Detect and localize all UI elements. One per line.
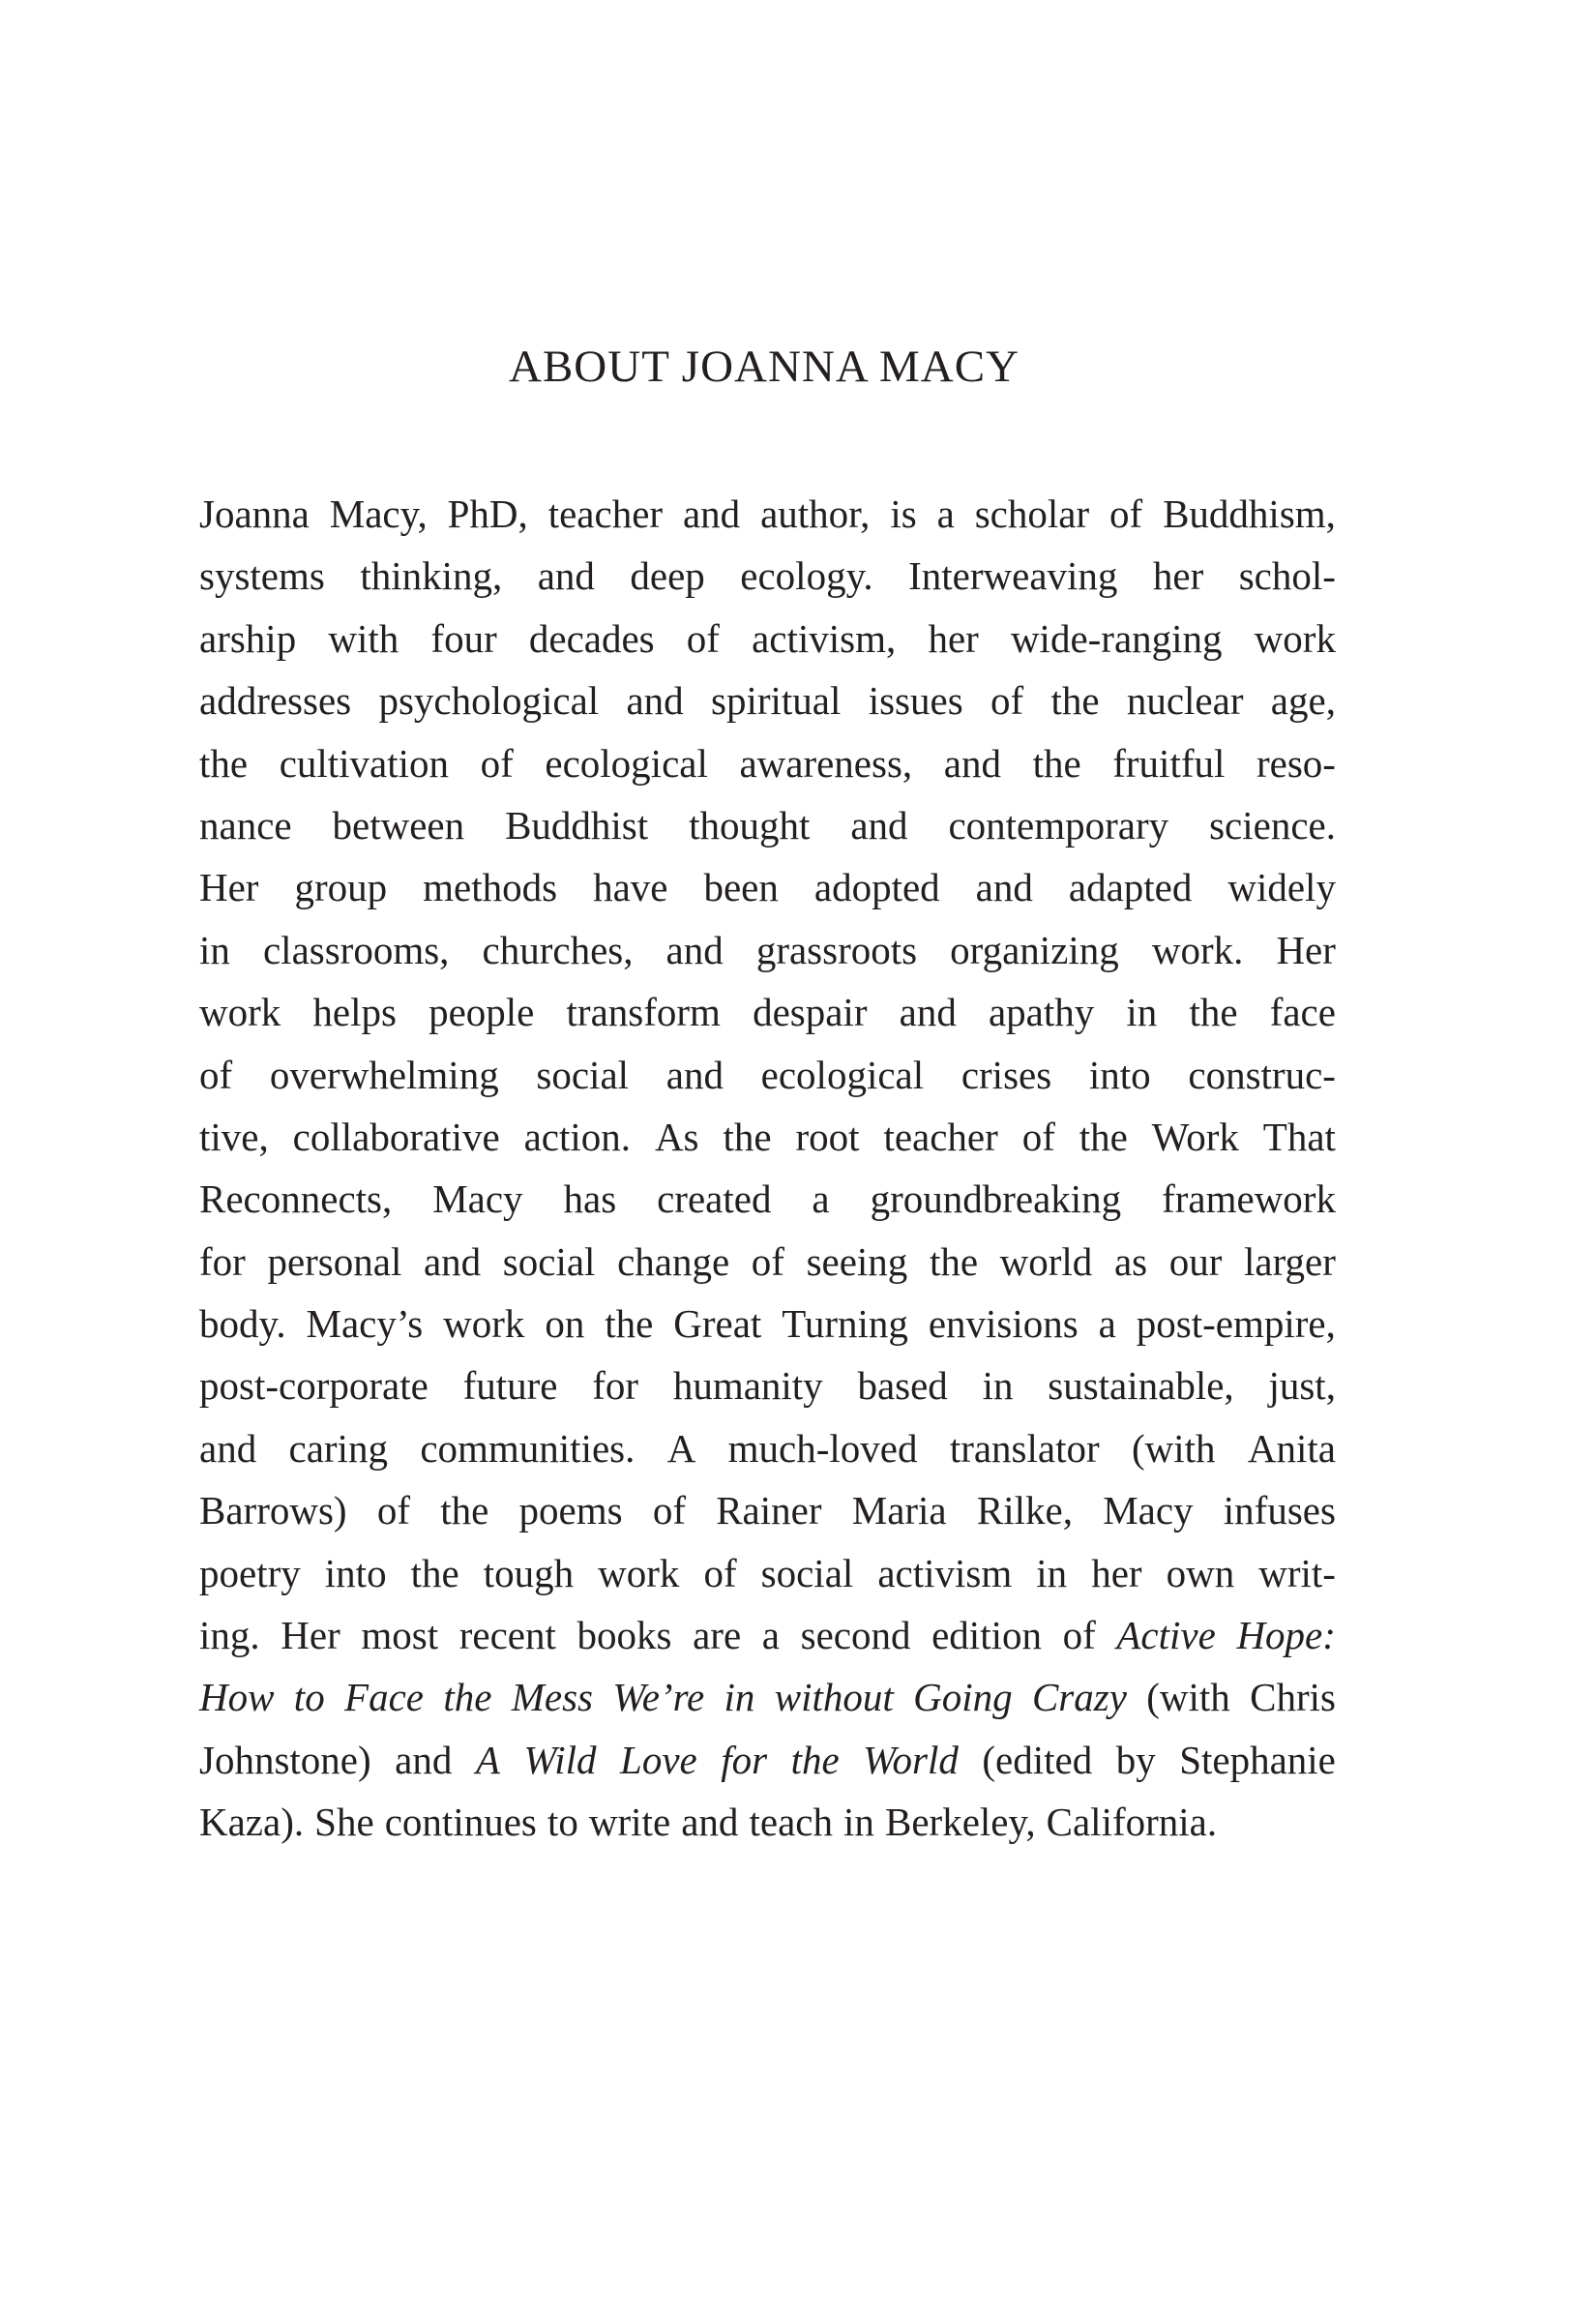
- text-line: [199, 483, 1336, 545]
- word: work: [1254, 615, 1336, 661]
- word: has: [563, 1176, 617, 1222]
- word: Macy,: [329, 491, 428, 536]
- text-line: [199, 1168, 1336, 1230]
- word: Anita: [1247, 1425, 1336, 1471]
- word: nance: [199, 802, 292, 848]
- word: her: [1091, 1550, 1142, 1595]
- text-line: [199, 1231, 1336, 1293]
- word: collaborative: [292, 1114, 500, 1159]
- word: of: [1062, 1613, 1096, 1658]
- word: seeing: [806, 1238, 908, 1284]
- word: overwhelming: [269, 1052, 499, 1097]
- word: Buddhist: [505, 802, 649, 848]
- word: much-loved: [727, 1425, 918, 1471]
- word: write: [588, 1800, 671, 1845]
- word: apathy: [988, 990, 1095, 1035]
- word: and: [850, 802, 908, 848]
- word: Macy’s: [306, 1301, 424, 1347]
- word: organizing: [950, 927, 1119, 972]
- word: Face: [344, 1675, 424, 1720]
- word: been: [703, 865, 779, 910]
- word: her: [928, 615, 979, 661]
- word: teach: [749, 1800, 833, 1845]
- word: Kaza).: [199, 1800, 305, 1845]
- word: change: [617, 1238, 730, 1284]
- word: the: [1079, 1114, 1128, 1159]
- word: social: [760, 1550, 854, 1595]
- word: Great: [673, 1301, 762, 1347]
- word: in: [1036, 1550, 1068, 1595]
- word: Berkeley,: [885, 1800, 1036, 1845]
- word: Macy: [1103, 1488, 1194, 1533]
- word: as: [1113, 1238, 1148, 1284]
- word: translator: [949, 1425, 1100, 1471]
- word: in: [843, 1800, 874, 1845]
- word: That: [1262, 1114, 1336, 1159]
- word: and: [682, 491, 741, 536]
- word: communities.: [420, 1425, 635, 1471]
- word: decades: [528, 615, 655, 661]
- word: are: [693, 1613, 742, 1658]
- word: deep: [630, 553, 705, 599]
- word: post-corporate: [199, 1363, 429, 1409]
- word: awareness,: [739, 740, 913, 786]
- word: work: [199, 990, 281, 1035]
- text-line: [199, 1542, 1336, 1604]
- word: A: [666, 1425, 696, 1471]
- word: classrooms,: [262, 927, 450, 972]
- word: ecological: [545, 740, 708, 786]
- word: four: [430, 615, 497, 661]
- word: poems: [518, 1488, 623, 1533]
- word: author,: [760, 491, 871, 536]
- word: ecological: [760, 1052, 925, 1097]
- word: to: [547, 1800, 578, 1845]
- word: infuses: [1223, 1488, 1336, 1533]
- text-line: [199, 1729, 1336, 1791]
- word: How: [199, 1675, 275, 1720]
- word: and: [626, 678, 684, 724]
- word: of: [751, 1238, 784, 1284]
- text-line: [199, 1293, 1336, 1354]
- word: Maria: [851, 1488, 947, 1533]
- word: and: [395, 1737, 453, 1782]
- page-title: ABOUT JOANNA MACY: [509, 342, 1020, 392]
- text-line: [199, 981, 1336, 1043]
- word: of: [480, 740, 514, 786]
- word: poetry: [199, 1550, 301, 1595]
- word: our: [1168, 1238, 1223, 1284]
- word: A: [475, 1737, 500, 1782]
- word: Crazy: [1031, 1675, 1127, 1720]
- word: books: [576, 1613, 672, 1658]
- word: caring: [288, 1425, 388, 1471]
- word: social: [502, 1238, 596, 1284]
- word: activism: [877, 1550, 1013, 1595]
- word: reso-: [1256, 740, 1336, 786]
- word: adapted: [1068, 865, 1193, 910]
- word: is: [890, 491, 917, 536]
- text-line: [199, 545, 1336, 607]
- word: adopted: [813, 865, 940, 910]
- word: a: [812, 1176, 830, 1222]
- word: Active: [1116, 1613, 1216, 1658]
- word: spiritual: [711, 678, 842, 724]
- word: edition: [931, 1613, 1042, 1658]
- word: framework: [1162, 1176, 1336, 1222]
- word: for: [721, 1737, 768, 1782]
- word: widely: [1227, 865, 1336, 910]
- word: scholar: [974, 491, 1090, 536]
- text-line: [199, 1604, 1336, 1666]
- word: and: [943, 740, 1001, 786]
- word: Reconnects,: [199, 1176, 393, 1222]
- word: action.: [523, 1114, 632, 1159]
- text-line: [199, 1417, 1336, 1479]
- bio-paragraph: [199, 483, 1336, 1854]
- word: psychological: [378, 678, 600, 724]
- word: ing.: [199, 1613, 260, 1658]
- word: Rainer: [716, 1488, 822, 1533]
- word: work: [443, 1301, 525, 1347]
- word: Her: [199, 865, 259, 910]
- word: most: [361, 1613, 439, 1658]
- word: between: [332, 802, 465, 848]
- text-line: [199, 794, 1336, 856]
- word: tive,: [199, 1114, 269, 1159]
- word: of: [376, 1488, 410, 1533]
- word: teacher: [547, 491, 664, 536]
- word: have: [593, 865, 668, 910]
- text-line: [199, 732, 1336, 794]
- word: (with: [1146, 1675, 1230, 1720]
- word: and: [899, 990, 957, 1035]
- word: Going: [913, 1675, 1013, 1720]
- word: own: [1166, 1550, 1235, 1595]
- text-line: [199, 670, 1336, 731]
- word: California.: [1046, 1800, 1218, 1845]
- word: second: [800, 1613, 911, 1658]
- word: ecology.: [740, 553, 873, 599]
- word: into: [324, 1550, 387, 1595]
- word: people: [429, 990, 535, 1035]
- word: the: [790, 1737, 840, 1782]
- word: for: [592, 1363, 639, 1409]
- word: in: [982, 1363, 1014, 1409]
- word: the: [440, 1488, 489, 1533]
- word: contemporary: [948, 802, 1169, 848]
- word: of: [686, 615, 720, 661]
- word: and: [423, 1238, 482, 1284]
- word: schol-: [1238, 553, 1336, 599]
- word: Her: [281, 1613, 340, 1658]
- text-line: [199, 1666, 1336, 1728]
- word: Turning: [782, 1301, 908, 1347]
- word: Wild: [523, 1737, 597, 1782]
- word: the: [1189, 990, 1238, 1035]
- word: on: [545, 1301, 585, 1347]
- word: fruitful: [1112, 740, 1226, 786]
- word: and: [537, 553, 595, 599]
- word: issues: [868, 678, 963, 724]
- word: face: [1269, 990, 1336, 1035]
- word: created: [657, 1176, 772, 1222]
- word: post-empire,: [1136, 1301, 1336, 1347]
- word: We’re: [612, 1675, 705, 1720]
- word: despair: [753, 990, 868, 1035]
- word: work.: [1151, 927, 1244, 972]
- word: of: [199, 1052, 233, 1097]
- word: the: [929, 1238, 979, 1284]
- text-line: [199, 856, 1336, 918]
- word: root: [795, 1114, 860, 1159]
- word: into: [1088, 1052, 1151, 1097]
- text-line: [199, 1354, 1336, 1416]
- word: systems: [199, 553, 325, 599]
- word: work: [598, 1550, 680, 1595]
- word: Joanna: [199, 491, 310, 536]
- word: cultivation: [279, 740, 450, 786]
- word: (with: [1131, 1425, 1216, 1471]
- word: and: [665, 1052, 724, 1097]
- word: personal: [267, 1238, 402, 1284]
- word: of: [703, 1550, 737, 1595]
- word: Interweaving: [908, 553, 1118, 599]
- word: larger: [1244, 1238, 1336, 1284]
- word: Rilke,: [976, 1488, 1073, 1533]
- word: tough: [483, 1550, 575, 1595]
- word: to: [293, 1675, 325, 1720]
- word: thinking,: [360, 553, 503, 599]
- word: a: [936, 491, 955, 536]
- word: continues: [384, 1800, 537, 1845]
- word: As: [654, 1114, 699, 1159]
- word: activism,: [752, 615, 897, 661]
- word: of: [652, 1488, 686, 1533]
- word: helps: [312, 990, 397, 1035]
- text-line: [199, 608, 1336, 670]
- word: in: [1126, 990, 1158, 1035]
- text-line: [199, 919, 1336, 981]
- text-line: [199, 1479, 1336, 1541]
- word: age,: [1270, 678, 1336, 724]
- word: churches,: [482, 927, 634, 972]
- word: of: [1109, 491, 1143, 536]
- word: Johnstone): [199, 1737, 371, 1782]
- word: Buddhism,: [1163, 491, 1336, 536]
- word: (edited: [982, 1737, 1093, 1782]
- word: humanity: [672, 1363, 823, 1409]
- word: methods: [423, 865, 558, 910]
- word: teacher: [883, 1114, 998, 1159]
- text-line: [199, 1791, 1336, 1853]
- word: and: [665, 927, 724, 972]
- word: World: [863, 1737, 959, 1782]
- word: in: [724, 1675, 755, 1720]
- word: recent: [458, 1613, 556, 1658]
- word: her: [1152, 553, 1204, 599]
- word: Barrows): [199, 1488, 347, 1533]
- word: Her: [1276, 927, 1336, 972]
- word: the: [199, 740, 249, 786]
- word: the: [410, 1550, 459, 1595]
- word: wide-ranging: [1010, 615, 1223, 661]
- word: construc-: [1188, 1052, 1336, 1097]
- word: Stephanie: [1179, 1737, 1336, 1782]
- word: She: [314, 1800, 374, 1845]
- word: and: [975, 865, 1033, 910]
- text-line: [199, 1106, 1336, 1168]
- word: sustainable,: [1048, 1363, 1234, 1409]
- word: group: [294, 865, 388, 910]
- word: a: [1098, 1301, 1116, 1347]
- word: body.: [199, 1301, 286, 1347]
- word: for: [199, 1238, 246, 1284]
- word: in: [199, 927, 230, 972]
- word: grassroots: [755, 927, 918, 972]
- word: and: [681, 1800, 739, 1845]
- word: by: [1115, 1737, 1156, 1782]
- word: Mess: [511, 1675, 593, 1720]
- word: crises: [961, 1052, 1052, 1097]
- word: based: [857, 1363, 948, 1409]
- word: future: [462, 1363, 558, 1409]
- word: without: [774, 1675, 894, 1720]
- text-line: [199, 1044, 1336, 1106]
- word: the: [605, 1301, 654, 1347]
- word: world: [999, 1238, 1093, 1284]
- word: transform: [566, 990, 721, 1035]
- word: social: [536, 1052, 630, 1097]
- word: Chris: [1250, 1675, 1336, 1720]
- word: with: [328, 615, 399, 661]
- word: of: [990, 678, 1024, 724]
- word: Hope:: [1236, 1613, 1336, 1658]
- word: arship: [199, 615, 297, 661]
- word: PhD,: [447, 491, 528, 536]
- word: a: [761, 1613, 780, 1658]
- word: writ-: [1258, 1550, 1336, 1595]
- word: thought: [689, 802, 811, 848]
- word: the: [1050, 678, 1100, 724]
- word: the: [723, 1114, 772, 1159]
- word: addresses: [199, 678, 352, 724]
- word: and: [199, 1425, 257, 1471]
- word: groundbreaking: [870, 1176, 1122, 1222]
- word: envisions: [928, 1301, 1079, 1347]
- word: Love: [620, 1737, 697, 1782]
- word: just,: [1268, 1363, 1336, 1409]
- word: the: [1032, 740, 1081, 786]
- word: Work: [1151, 1114, 1239, 1159]
- word: science.: [1209, 802, 1336, 848]
- word: the: [443, 1675, 492, 1720]
- word: of: [1021, 1114, 1055, 1159]
- word: Macy: [432, 1176, 523, 1222]
- word: nuclear: [1126, 678, 1244, 724]
